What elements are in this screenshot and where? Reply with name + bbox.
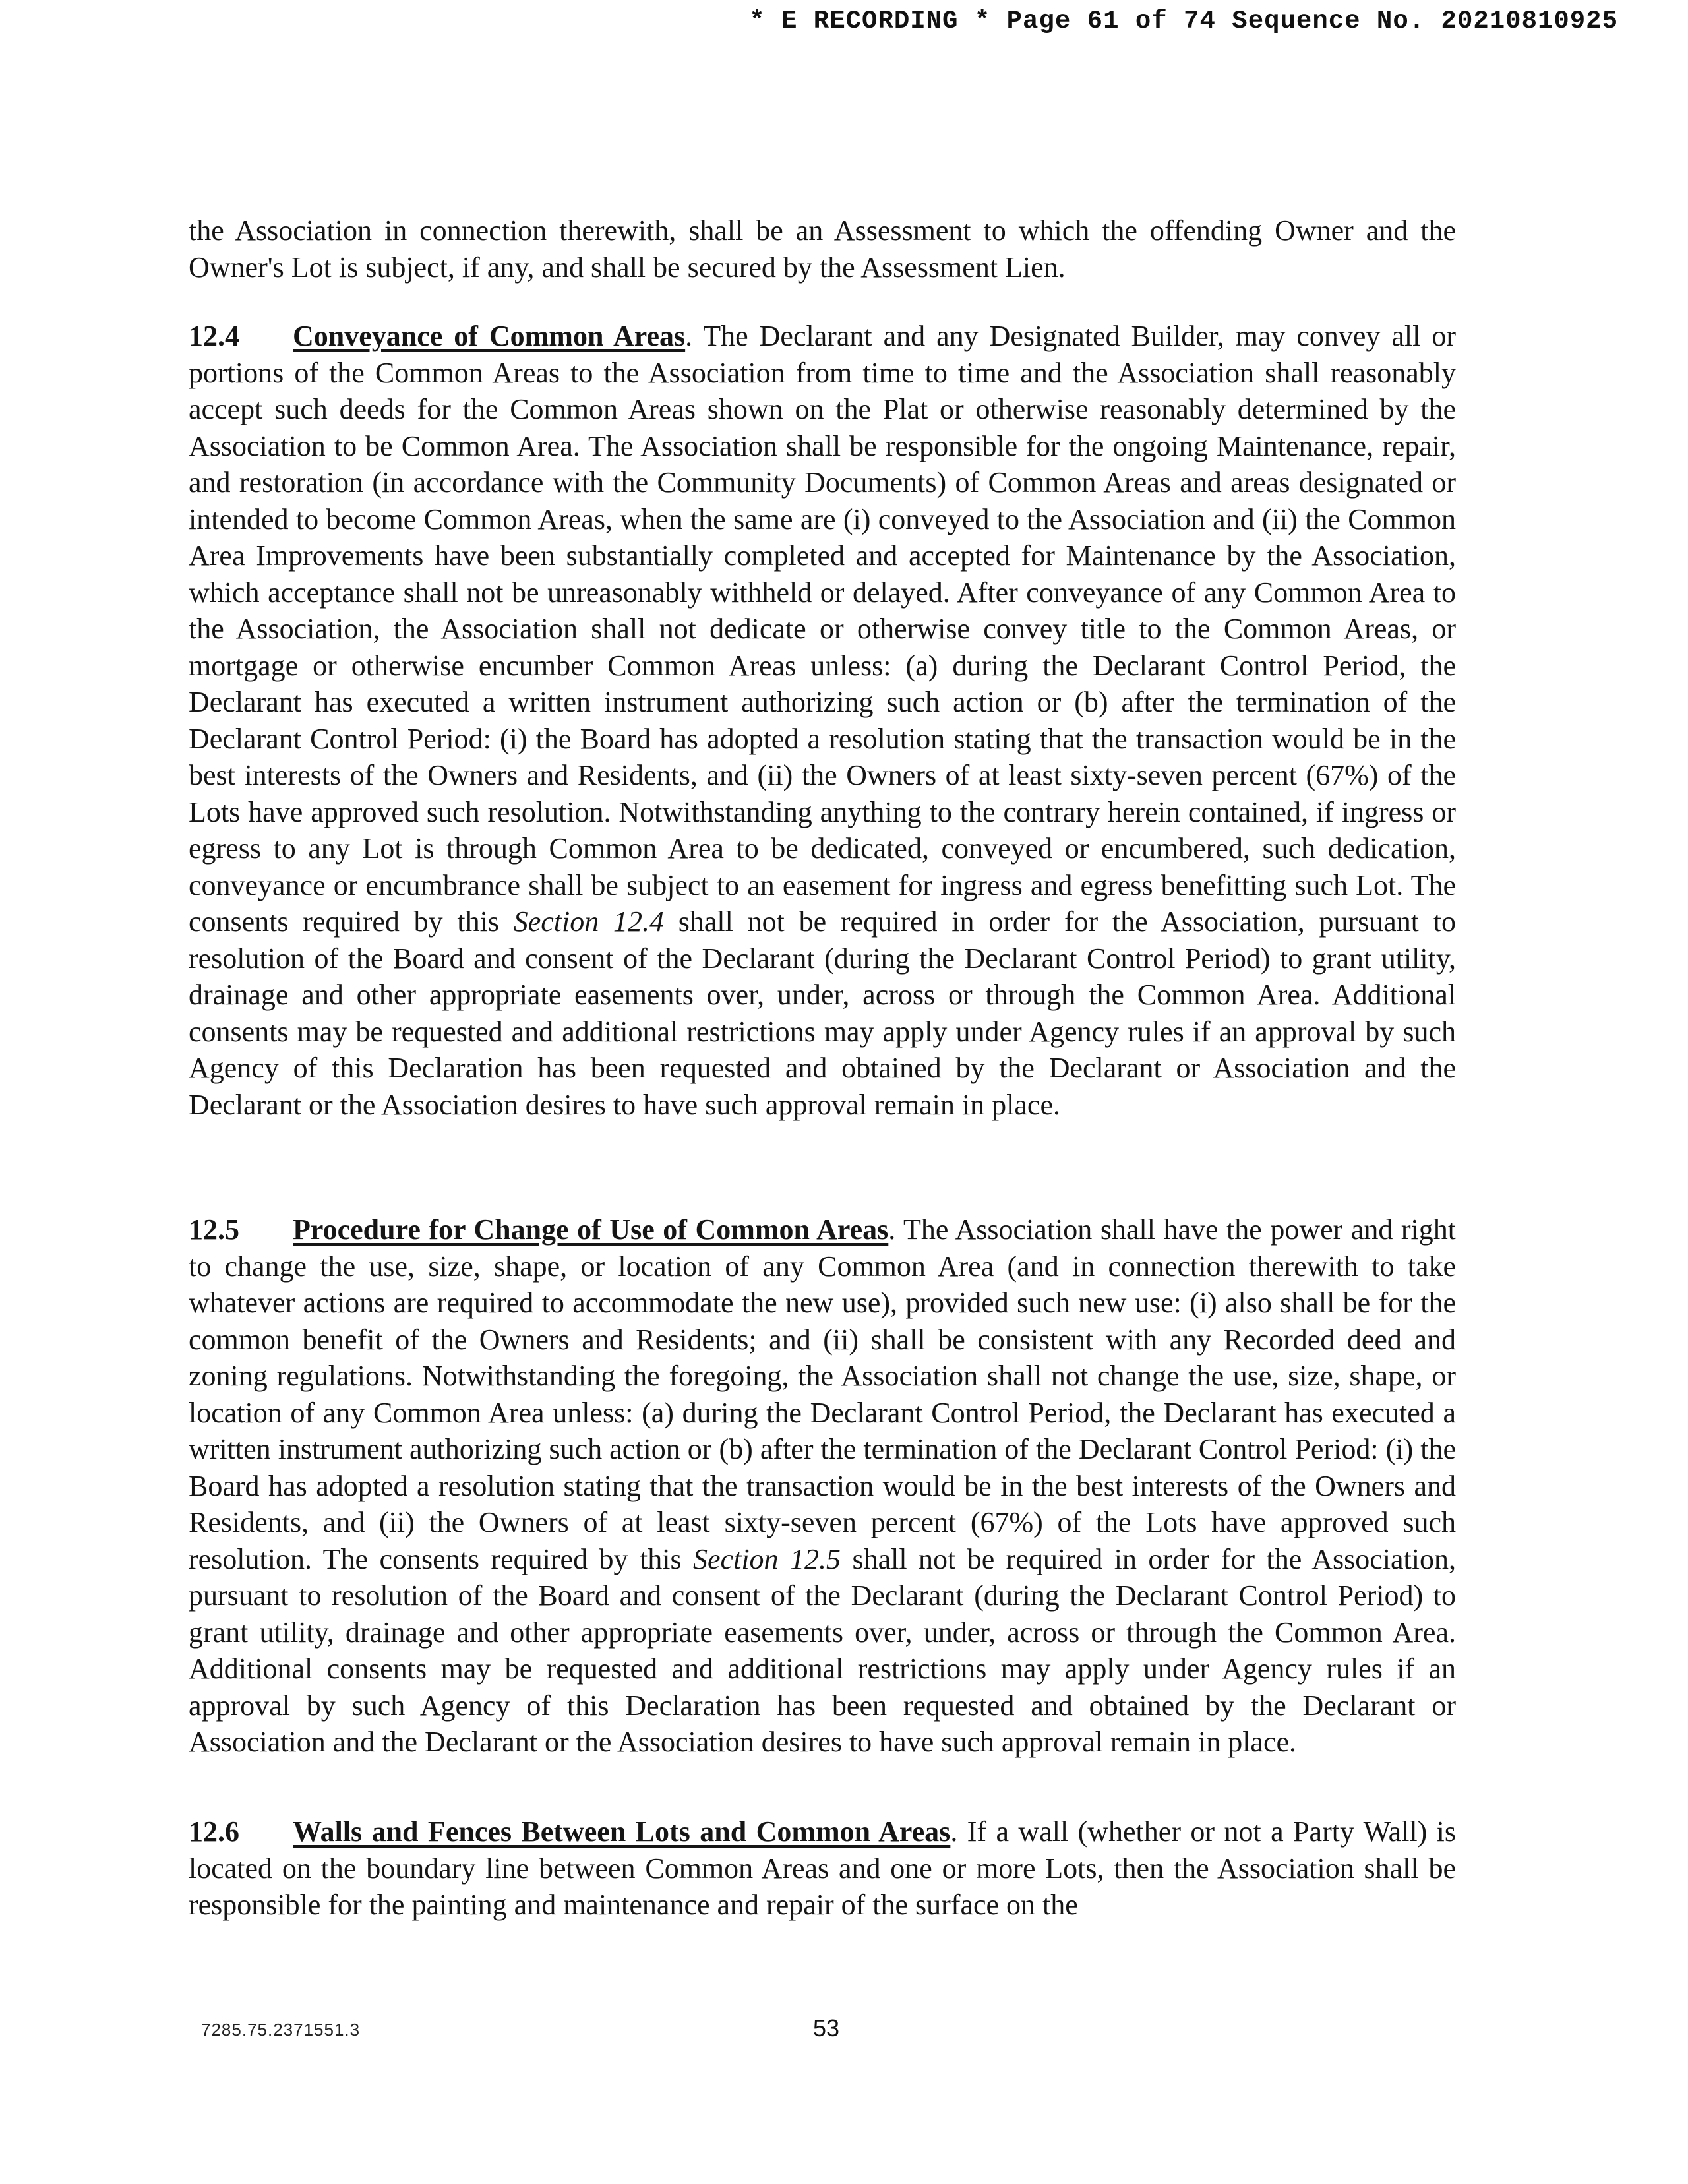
paragraph-text: the Association in connection therewith, shall be an Assessment to which the offending Owner and the Owner's Lot is subject, if any, and shall be secured by the Assessment Lien. <box>189 214 1456 284</box>
section-reference: Section 12.5 <box>693 1542 841 1575</box>
section-title: Walls and Fences Between Lots and Common Areas <box>293 1815 951 1848</box>
section-text-continued: shall not be required in order for the Association, pursuant to resolution of the Board and consent of the Declarant (during the Declarant Control Period) to grant utility, drainage and other appropriate easements over, under, across or through the Common Area. Additional consents may be requested and additional restrictions may apply under Agency rules if an approval by such Agency of this Declaration has been requested and obtained by the Declarant or Association and the Declarant or the Association desires to have such approval remain in place. <box>189 905 1457 1121</box>
section-number: 12.6 <box>189 1815 239 1848</box>
section-12-4 <box>189 318 1456 1123</box>
paragraph-continuation <box>189 212 1456 286</box>
section-title: Conveyance of Common Areas <box>293 320 686 352</box>
section-12-6 <box>189 1813 1456 1924</box>
section-title: Procedure for Change of Use of Common Areas <box>293 1213 889 1246</box>
section-number: 12.5 <box>189 1213 239 1246</box>
section-text: . The Declarant and any Designated Builder, may convey all or portions of the Common Areas to the Association from time to time and the Association shall reasonably accept such deeds for the Common Areas shown on the Plat or otherwise reasonably determined by the Association to be Common Area. The Association shall be responsible for the ongoing Maintenance, repair, and restoration (in accordance with the Community Documents) of Common Areas and areas designated or intended to become Common Areas, when the same are (i) conveyed to the Association and (ii) the Common Area Improvements have been substantially completed and accepted for Maintenance by the Association, which acceptance shall not be unreasonably withheld or delayed. After conveyance of any Common Area to the Association, the Association shall not dedicate or otherwise convey title to the Common Areas, or mortgage or otherwise encumber Common Areas unless: (a) during the Declarant Control Period, the Declarant has executed a written instrument authorizing such action or (b) after the termination of the Declarant Control Period: (i) the Board has adopted a resolution stating that the transaction would be in the best interests of the Owners and Residents, and (ii) the Owners of at least sixty-seven percent (67%) of the Lots have approved such resolution. Notwithstanding anything to the contrary herein contained, if ingress or egress to any Lot is through Common Area to be dedicated, conveyed or encumbered, such dedication, conveyance or encumbrance shall be subject to an easement for ingress and egress benefitting such Lot. The consents required by this <box>189 320 1456 938</box>
section-text: . If a wall (whether or not a Party Wall) is located on the boundary line between Common Areas and one or more Lots, then the Association shall be responsible for the painting and maintenance and repair of the surface on the <box>189 1815 1456 1921</box>
section-12-5 <box>189 1211 1456 1761</box>
section-text: . The Association shall have the power and right to change the use, size, shape, or location of any Common Area (and in connection therewith to take whatever actions are required to accommodate the new use), provided such new use: (i) also shall be for the common benefit of the Owners and Residents; and (ii) shall be consistent with any Recorded deed and zoning regulations. Notwithstanding the foregoing, the Association shall not change the use, size, shape, or location of any Common Area unless: (a) during the Declarant Control Period, the Declarant has executed a written instrument authorizing such action or (b) after the termination of the Declarant Control Period: (i) the Board has adopted a resolution stating that the transaction would be in the best interests of the Owners and Residents, and (ii) the Owners of at least sixty-seven percent (67%) of the Lots have approved such resolution. The consents required by this <box>189 1213 1456 1575</box>
section-reference: Section 12.4 <box>513 905 665 938</box>
footer-page-number: 53 <box>813 2015 840 2042</box>
recording-header: * E RECORDING * Page 61 of 74 Sequence No. 20210810925 <box>749 7 1618 36</box>
footer-document-number: 7285.75.2371551.3 <box>201 2020 361 2040</box>
section-number: 12.4 <box>189 320 239 352</box>
section-text-continued: shall not be required in order for the Association, pursuant to resolution of the Board and consent of the Declarant (during the Declarant Control Period) to grant utility, drainage and other appropriate easements over, under, across or through the Common Area. Additional consents may be requested and additional restrictions may apply under Agency rules if an approval by such Agency of this Declaration has been requested and obtained by the Declarant or Association and the Declarant or the Association desires to have such approval remain in place. <box>189 1542 1456 1758</box>
